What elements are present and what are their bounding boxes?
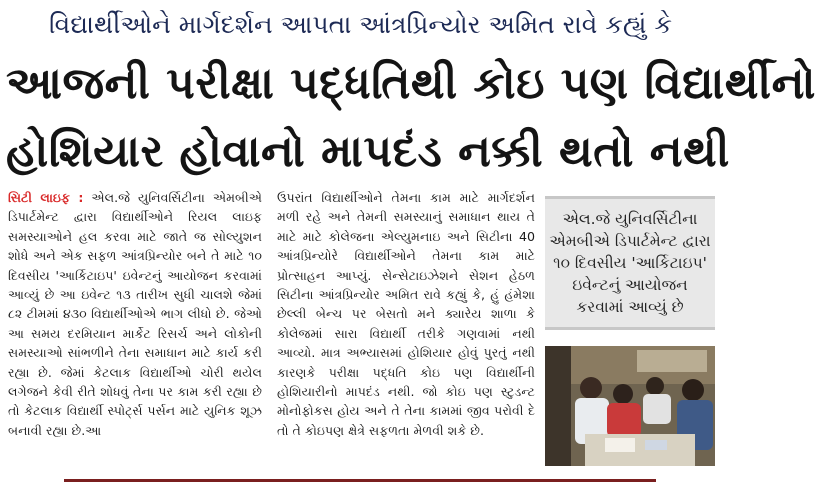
article-column-2 <box>277 188 535 470</box>
headline-line-2: હોશિયાર હોવાનો માપદંડ નક્કી થતો નથી <box>6 126 730 177</box>
article-text-1: એલ.જે યુનિવર્સિટીના એમબીએ ડિપાર્ટમેન્ટ દ્વારા વિદ્યાર્થીઓને રિયલ લાઇફ સમસ્યાઓને હલ કરવા માટે જાતે જ સોલ્યુશન શોધે અને એક સફળ આંત્રપ્રિન્યોર બને તે માટે ૧૦ દિવસીય 'આર્કિટાઇપ' ઇવેન્ટનું આયોજન કરવામાં આવ્યું છે આ ઇવેન્ટ ૧૩ તારીખ સુધી ચાલશે જેમાં ૮૨ ટીમમાં ૪૩૦ વિદ્યાર્થીઓએ ભાગ લીધો છે. જેઓ આ સમય દરમિયાન માર્કેટ રિસર્ચ અને લોકોની સમસ્યાઓ સાંભળીને તેના સમાધાન માટે કાર્ય કરી રહ્યા છે. જેમાં કેટલાક વિદ્યાર્થીઓ ચોરી થયેલ લગેજને કેવી રીતે શોધવું તેના પર કામ કરી રહ્યા છે તો કેટલાક વિદ્યાર્થી સ્પોર્ટ્સ પર્સન માટે યુનિક શૂઝ બનાવી રહ્યા છે.આ <box>8 190 263 438</box>
bottom-divider <box>64 479 656 482</box>
kicker-subheadline: વિદ્યાર્થીઓને માર્ગદર્શન આપતા આંત્રપ્રિન્યોર અમિત રાવે કહ્યું કે <box>48 10 672 39</box>
pull-quote-box <box>545 196 715 330</box>
pull-quote-text: એલ.જે યુનિવર્સિટીના એમબીએ ડિપાર્ટમેન્ટ દ્વારા ૧૦ દિવસીય 'આર્કિટાઇપ' ઇવેન્ટનું આયોજન કરવામાં આવ્યું છે <box>549 210 711 316</box>
dateline: સિટી લાઇફ : <box>8 190 84 205</box>
article-column-1 <box>8 188 262 470</box>
article-text-2: ઉપરાંત વિદ્યાર્થીઓને તેમના કામ માટે માર્ગદર્શન મળી રહે અને તેમની સમસ્યાનું સમાધાન થાય તે માટે માટે કોલેજના એલ્યુમનાઇ અને સિટીના 40 આંત્રપ્રિન્યોરે વિદ્યાર્થીઓને તેમના કામ માટે પ્રોત્સાહન આપ્યું. સેન્સેટાઇઝેશને સેશન હેઠળ સિટીના આંત્રપ્રિન્યોર અમિત રાવે કહ્યું કે, હું હંમેશા છેલ્લી બેન્ચ પર બેસતો મને ક્યારેય શાળા કે કોલેજમાં સારા વિદ્યાર્થી તરીકે ગણવામાં નથી આવ્યો. માત્ર અભ્યાસમાં હોશિયાર હોવું પુરતું નથી કારણકે પરીક્ષા પદ્ધતિ કોઇ પણ વિદ્યાર્થીની હોશિયારીનો માપદંડ નથી. જો કોઇ પણ સ્ટુડન્ટ મોનોફોકસ હોય અને તે તેના કામમાં જીવ પરોવી દે તો તે કોઇપણ ક્ષેત્રે સફળતા મેળવી શકે છે. <box>277 190 535 438</box>
event-photo-illustration <box>545 346 715 466</box>
headline-line-1: આજની પરીક્ષા પદ્ધતિથી કોઇ પણ વિદ્યાર્થીનો <box>6 58 816 109</box>
event-photo <box>545 346 715 466</box>
